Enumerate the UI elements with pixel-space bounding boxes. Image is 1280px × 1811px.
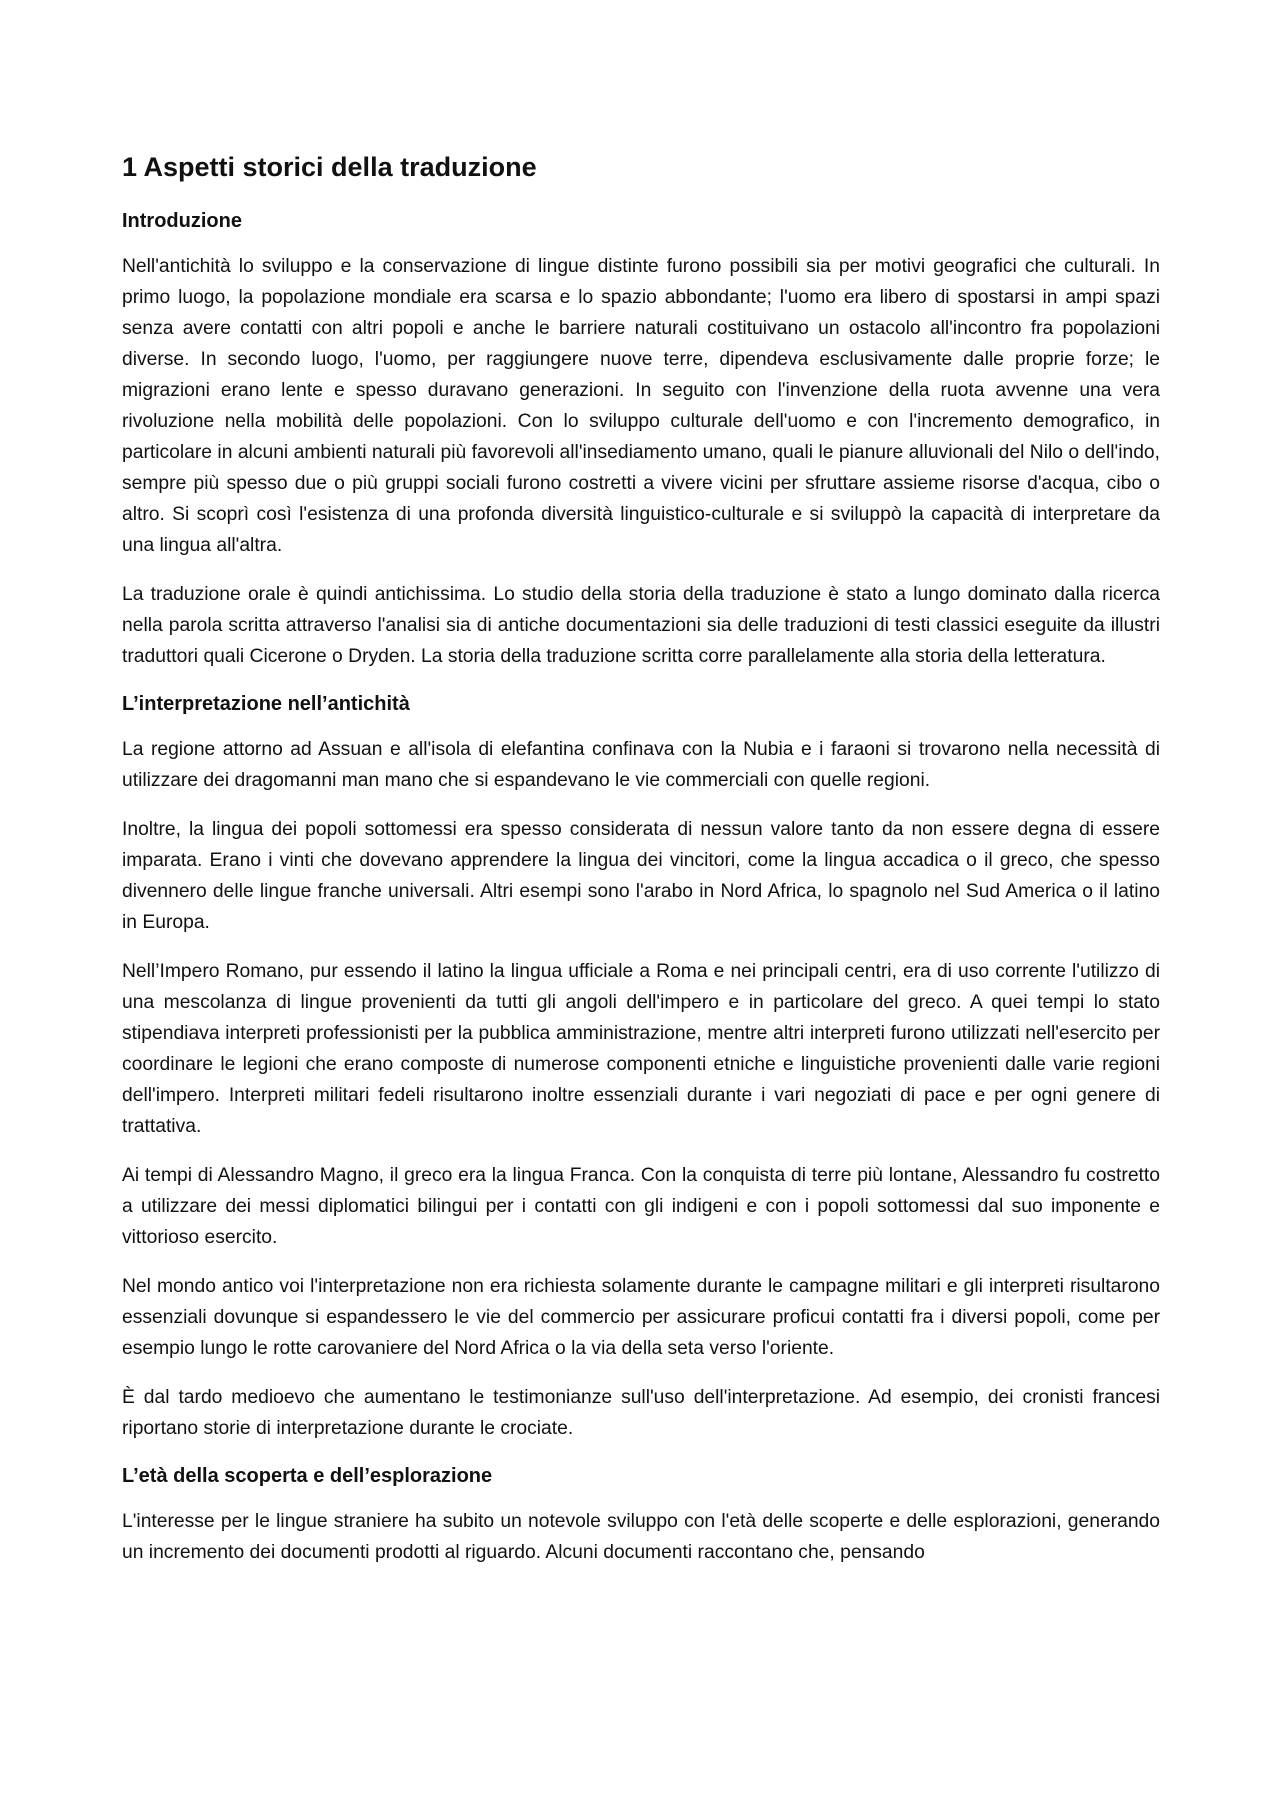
paragraph: Ai tempi di Alessandro Magno, il greco era la lingua Franca. Con la conquista di terre più lontane, Alessandro fu costretto a utilizzare dei messi diplomatici bilingui per i contatti con gli indigeni e con i popoli sottomessi dal suo imponente e vittorioso esercito. [122, 1165, 1160, 1249]
section-introduzione [122, 207, 1160, 672]
section-heading: L’età della scoperta e dell’esplorazione [122, 1465, 493, 1488]
paragraph: L'interesse per le lingue straniere ha subito un notevole sviluppo con l'età delle scoperte e delle esplorazioni, generando un incremento dei documenti prodotti al riguardo. Alcuni documenti raccontano che, pensando [122, 1511, 1160, 1564]
paragraph: Nell'antichità lo sviluppo e la conservazione di lingue distinte furono possibili sia per motivi geografici che culturali. In primo luogo, la popolazione mondiale era scarsa e lo spazio abbondante; l'uomo era libero di spostarsi in ampi spazi senza avere contatti con altri popoli e anche le barriere naturali costituivano un ostacolo all'incontro fra popolazioni diverse. In secondo luogo, l'uomo, per raggiungere nuove terre, dipendeva esclusivamente dalle proprie forze; le migrazioni erano lente e spesso duravano generazioni. In seguito con l'invenzione della ruota avvenne una vera rivoluzione nella mobilità delle popolazioni. Con lo sviluppo culturale dell'uomo e con l'incremento demografico, in particolare in alcuni ambienti naturali più favorevoli all'insediamento umano, quali le pianure alluvionali del Nilo o dell'indo, sempre più spesso due o più gruppi sociali furono costretti a vivere vicini per sfruttare assieme risorse d'acqua, cibo o altro. Si scoprì così l'esistenza di una profonda diversità linguistico-culturale e si sviluppò la capacità di interpretare da una lingua all'altra. [122, 256, 1160, 557]
paragraph: Nel mondo antico voi l'interpretazione non era richiesta solamente durante le campagne militari e gli interpreti risultarono essenziali dovunque si espandessero le vie del commercio per assicurare proficui contatti fra i diversi popoli, come per esempio lungo le rotte carovaniere del Nord Africa o la via della seta verso l'oriente. [122, 1276, 1160, 1360]
section-heading: Introduzione [122, 210, 242, 233]
section-interpretazione-antichita [122, 690, 1160, 1444]
document-title: 1 Aspetti storici della traduzione [122, 152, 537, 182]
paragraph: È dal tardo medioevo che aumentano le testimonianze sull'uso dell'interpretazione. Ad esempio, dei cronisti francesi riportano storie di interpretazione durante le crociate. [122, 1387, 1160, 1440]
document-page [122, 150, 1160, 1586]
paragraph: La traduzione orale è quindi antichissima. Lo studio della storia della traduzione è stato a lungo dominato dalla ricerca nella parola scritta attraverso l'analisi sia di antiche documentazioni sia delle traduzioni di testi classici eseguite da illustri traduttori quali Cicerone o Dryden. La storia della traduzione scritta corre parallelamente alla storia della letteratura. [122, 584, 1160, 668]
paragraph: La regione attorno ad Assuan e all'isola di elefantina confinava con la Nubia e i faraoni si trovarono nella necessità di utilizzare dei dragomanni man mano che si espandevano le vie commerciali con quelle regioni. [122, 739, 1160, 792]
paragraph: Inoltre, la lingua dei popoli sottomessi era spesso considerata di nessun valore tanto da non essere degna di essere imparata. Erano i vinti che dovevano apprendere la lingua dei vincitori, come la lingua accadica o il greco, che spesso divennero delle lingue franche universali. Altri esempi sono l'arabo in Nord Africa, lo spagnolo nel Sud America o il latino in Europa. [122, 819, 1160, 934]
section-eta-scoperta [122, 1462, 1160, 1568]
section-heading: L’interpretazione nell’antichità [122, 693, 410, 716]
paragraph: Nell’Impero Romano, pur essendo il latino la lingua ufficiale a Roma e nei principali centri, era di uso corrente l'utilizzo di una mescolanza di lingue provenienti da tutti gli angoli dell'impero e in particolare del greco. A quei tempi lo stato stipendiava interpreti professionisti per la pubblica amministrazione, mentre altri interpreti furono utilizzati nell'esercito per coordinare le legioni che erano composte di numerose componenti etniche e linguistiche provenienti dalle varie regioni dell'impero. Interpreti militari fedeli risultarono inoltre essenziali durante i vari negoziati di pace e per ogni genere di trattativa. [122, 961, 1160, 1138]
